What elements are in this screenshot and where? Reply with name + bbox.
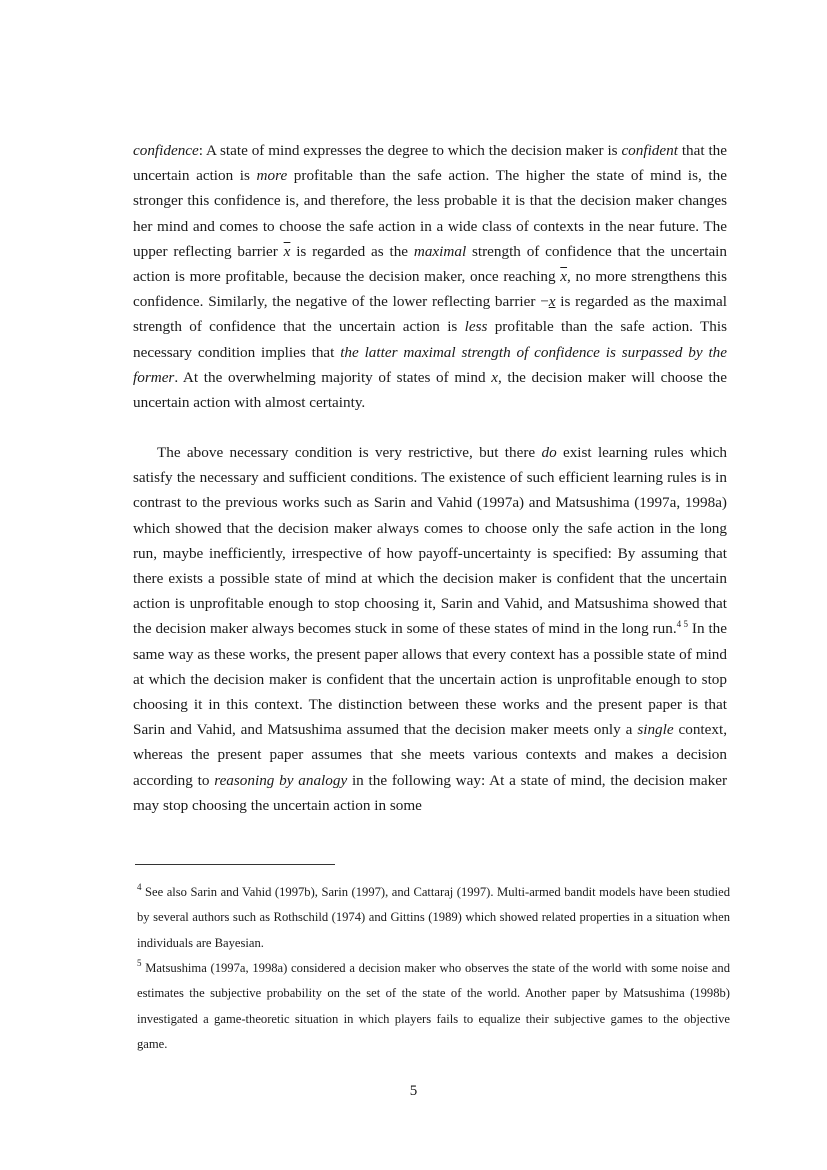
text-run: profitable than the safe action. The higher the state of mind is, the stronger this confidence is, and therefore, the less probable it is that the decision maker changes her mind and comes to choose the safe action in a wide class of contexts in the near future. The upper reflecting barrier [133,167,727,260]
italic-text: do [541,444,557,461]
text-run: . At the overwhelming majority of states of mind [174,368,492,386]
footnote-4-mark: 4 [137,882,142,892]
text-run: : A state of mind expresses the degree to which the decision maker is [198,142,622,159]
text-run: in the following way: At a state of mind, the decision maker may stop choosing the uncertain action in some [133,771,727,814]
text-run: context, whereas the present paper assumes that she meets various contexts and makes a decision according to [133,721,728,789]
text-run: , the decision maker will choose the uncertain action with almost certainty. [133,368,727,412]
footnote-5-text: Matsushima (1997a, 1998a) considered a decision maker who observes the state of the world with some noise and estimates the subjective probability on the set of the state of the world. Another paper by Matsushima (1998b) investigated a game-theoretic situation in which players fails to equalize their subjective games to the objective game. [137,961,730,1052]
footnote-ref: 4 5 [676,619,688,630]
footnote-separator [135,864,335,865]
paragraph-necessary-condition [133,440,727,818]
text-run: The above necessary condition is very restrictive, but there [157,444,542,461]
italic-text: single [637,721,674,739]
italic-text: reasoning by analogy [214,771,348,789]
text-run: In the same way as these works, the present paper allows that every context has a possible state of mind at which the decision maker is confident that the uncertain action is unprofitable enough to stop choosing it in this context. The distinction between these works and the present paper is that Sarin and Vahid, and Matsushima assumed that the decision maker meets only a [133,620,728,739]
italic-text: less [464,318,488,336]
italic-text: $\overline{x}$ [560,268,568,286]
italic-text: maximal [413,242,467,260]
italic-text: $\overline{x}$ [283,242,291,260]
text-run: strength of confidence that the uncertain action is more profitable, because the decision maker, once reaching [133,242,727,286]
text-run: is regarded as the [290,242,414,260]
text-run: is regarded as the maximal strength of confidence that the uncertain action is [133,293,727,336]
text-run: , no more strengthens this confidence. Similarly, the negative of the lower reflecting barrier − [133,268,728,311]
italic-text: x [491,368,498,386]
italic-text: more [256,167,288,185]
italic-text: confidence [133,142,199,159]
text-run: that the uncertain action is [133,142,728,185]
footnote-4-text: See also Sarin and Vahid (1997b), Sarin (1997), and Cattaraj (1997). Multi-armed bandit models have been studied by several authors such as Rothschild (1974) and Gittins (1989) which showed related properties in a situation when individuals are Bayesian. [137,885,730,950]
italic-text: x [548,293,556,311]
page-number: 5 [409,1083,418,1099]
footnote-5-mark: 5 [137,958,142,968]
paragraph-confidence [133,138,727,415]
footnote-5 [137,956,730,1058]
italic-text: the latter maximal strength of confidence is surpassed by the former [133,343,727,386]
text-run: exist learning rules which satisfy the necessary and sufficient conditions. The existence of such efficient learning rules is in contrast to the previous works such as Sarin and Vahid (1997a) and Matsushima (1997a, 1998a) which showed that the decision maker always comes to choose only the safe action in the long run, maybe inefficiently, irrespective of how payoff-uncertainty is specified: By assuming that there exists a possible state of mind at which the decision maker is confident that the uncertain action is unprofitable enough to stop choosing it, Sarin and Vahid, and Matsushima showed that the decision maker always becomes stuck in some of these states of mind in the long run. [133,444,727,638]
italic-text: confident [621,142,678,159]
footnote-4 [137,880,730,956]
text-run: profitable than the safe action. This necessary condition implies that [133,318,727,361]
